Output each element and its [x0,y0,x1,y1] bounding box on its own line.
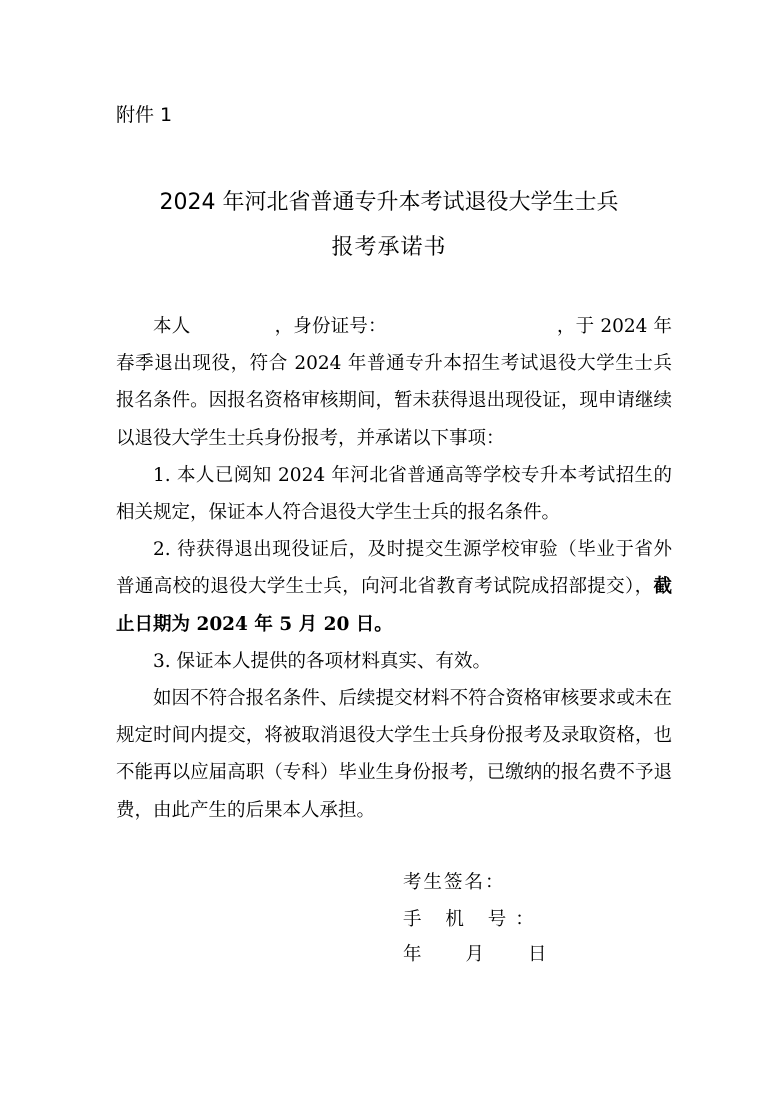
intro-paragraph [116,308,672,457]
date-year: 年 [403,944,422,965]
signer-label: 考生签名： [403,872,506,893]
intro-part2: ，身份证号： [274,316,387,337]
document-title-line2: 报考承诺书 [331,235,447,260]
commitment-body [116,308,672,829]
intro-part3: ，于 2024 年春季退出现役，符合 2024 年普通专升本招生考试退役大学生士兵报名条件。因报名资格审核期间，暂未获得退出现役证，现申请继续以退役大学生士兵身份报考，并承诺以下事项： [116,316,672,449]
phone-label: 手 机 号： [403,909,543,930]
date-day: 日 [528,944,547,965]
attachment-label: 附件 1 [116,104,173,126]
item-2-deadline: 截止日期为 2024 年 5 月 20 日。 [116,576,672,635]
item-2-paragraph [116,531,672,643]
item-2-text: 2. 待获得退出现役证后，及时提交生源学校审验（毕业于省外普通高校的退役大学生士兵，向河北省教育考试院成招部提交）， [116,539,672,598]
date-line [403,941,547,969]
date-month: 月 [465,944,485,965]
document-title-line1: 2024 年河北省普通专升本考试退役大学生士兵 [159,190,619,215]
intro-part1: 本人 [153,316,191,337]
item-1-paragraph: 1. 本人已阅知 2024 年河北省普通高等学校专升本考试招生的相关规定，保证本人符合退役大学生士兵的报名条件。 [116,464,672,524]
closing-paragraph: 如因不符合报名条件、后续提交材料不符合资格审核要求或未在规定时间内提交，将被取消退役大学生士兵身份报考及录取资格，也不能再以应届高职（专科）毕业生身份报考，已缴纳的报名费不予退费，由此产生的后果本人承担。 [116,688,672,821]
item-3-paragraph: 3. 保证本人提供的各项材料真实、有效。 [153,650,492,672]
